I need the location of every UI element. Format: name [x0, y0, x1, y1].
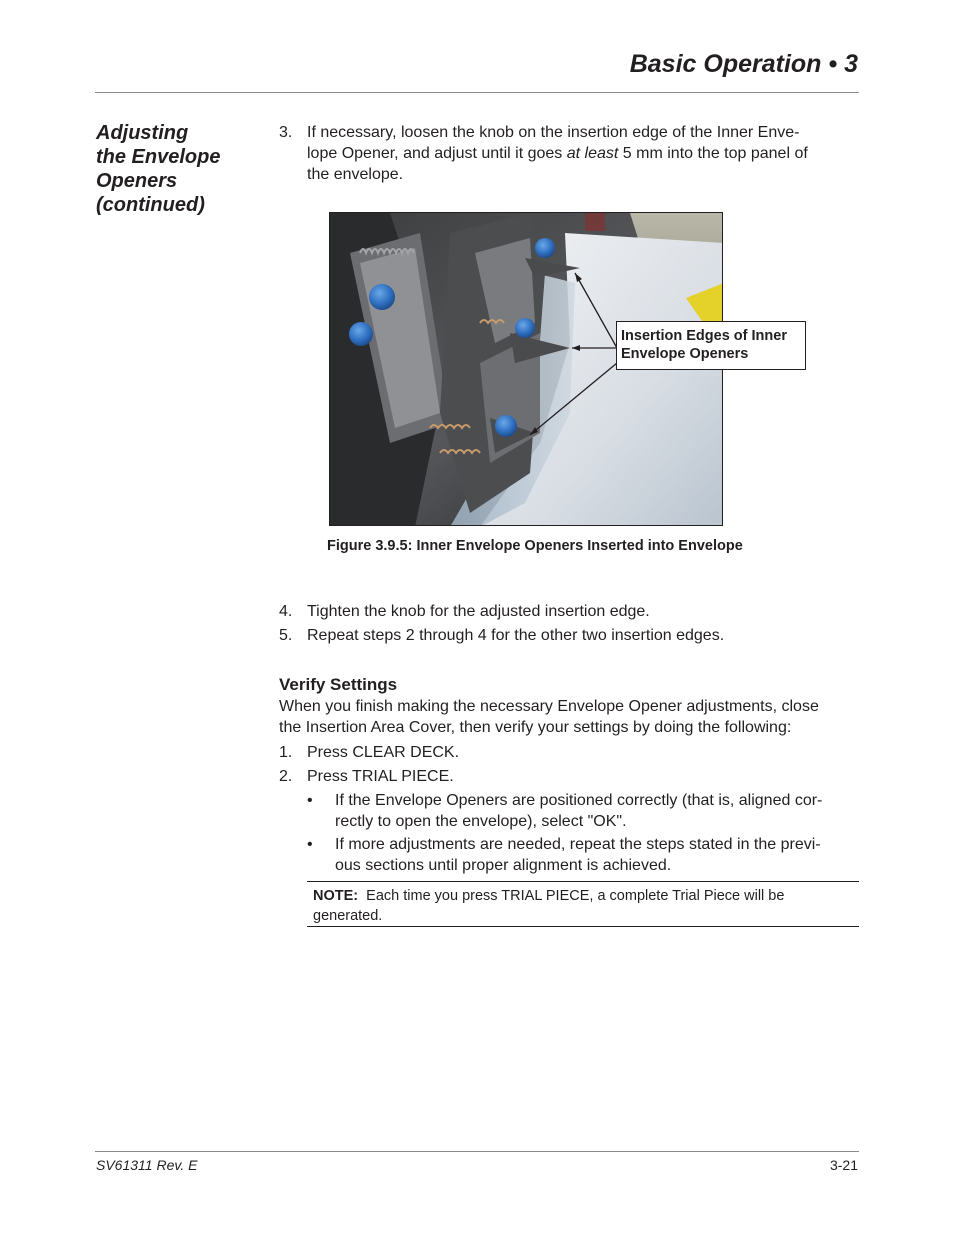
step-text: Tighten the knob for the adjusted insertion edge.	[307, 603, 650, 620]
note-text: Each time you press TRIAL PIECE, a complete Trial Piece will be	[366, 888, 785, 904]
step-5	[279, 625, 859, 646]
bullet-mark: •	[307, 836, 313, 853]
callout-line: Envelope Openers	[621, 346, 749, 362]
note-line: generated.	[313, 908, 383, 924]
note-box	[307, 881, 859, 927]
bullet-text	[335, 834, 859, 876]
verify-settings-heading: Verify Settings	[279, 675, 398, 694]
bullet-text	[335, 790, 859, 832]
step-text: Press TRIAL PIECE.	[307, 768, 454, 785]
callout-line: Insertion Edges of Inner	[621, 328, 787, 344]
paragraph-line: the Insertion Area Cover, then verify your settings by doing the following:	[279, 719, 792, 736]
step-text: Repeat steps 2 through 4 for the other two insertion edges.	[307, 627, 725, 644]
page-number: 3-21	[829, 1157, 858, 1173]
step-line: the envelope.	[307, 166, 404, 183]
step-number: 1.	[279, 744, 293, 761]
step-text	[307, 122, 859, 185]
document-id: SV61311 Rev. E	[96, 1157, 198, 1173]
header-rule	[95, 92, 859, 93]
step-line: If necessary, loosen the knob on the insertion edge of the Inner Enve-	[307, 124, 800, 141]
bullet-line: If more adjustments are needed, repeat the steps stated in the previ-	[335, 836, 821, 853]
note-line	[313, 886, 853, 906]
side-heading-line: Openers	[96, 170, 178, 192]
step-number: 4.	[279, 603, 293, 620]
bullet-item	[307, 790, 859, 832]
side-heading-line: Adjusting	[96, 122, 189, 144]
verify-step-1	[279, 742, 859, 763]
bullet-mark: •	[307, 792, 313, 809]
bullet-line: ous sections until proper alignment is achieved.	[335, 857, 672, 874]
bullet-line: If the Envelope Openers are positioned correctly (that is, aligned cor-	[335, 792, 823, 809]
step-3	[279, 122, 859, 188]
bullet-item	[307, 834, 859, 876]
side-heading-line: (continued)	[96, 194, 205, 216]
step-number: 3.	[279, 124, 293, 141]
verify-step-2	[279, 766, 859, 787]
step-text: Press CLEAR DECK.	[307, 744, 460, 761]
figure-caption: Figure 3.9.5: Inner Envelope Openers Inserted into Envelope	[327, 538, 743, 554]
side-heading-line: the Envelope	[96, 146, 221, 168]
step-number: 5.	[279, 627, 293, 644]
step-4	[279, 601, 859, 622]
paragraph-line: When you finish making the necessary Envelope Opener adjustments, close	[279, 698, 819, 715]
section-side-heading	[96, 121, 256, 217]
note-label: NOTE:	[313, 888, 359, 904]
step-line: lope Opener, and adjust until it goes at least 5 mm into the top panel of	[307, 145, 808, 162]
chapter-title: Basic Operation • 3	[629, 50, 858, 78]
verify-intro-paragraph	[279, 696, 859, 738]
footer-rule	[95, 1151, 859, 1152]
figure-callout	[616, 321, 806, 370]
bullet-line: rectly to open the envelope), select "OK".	[335, 813, 627, 830]
emphasis: at least	[566, 145, 619, 162]
step-number: 2.	[279, 768, 293, 785]
